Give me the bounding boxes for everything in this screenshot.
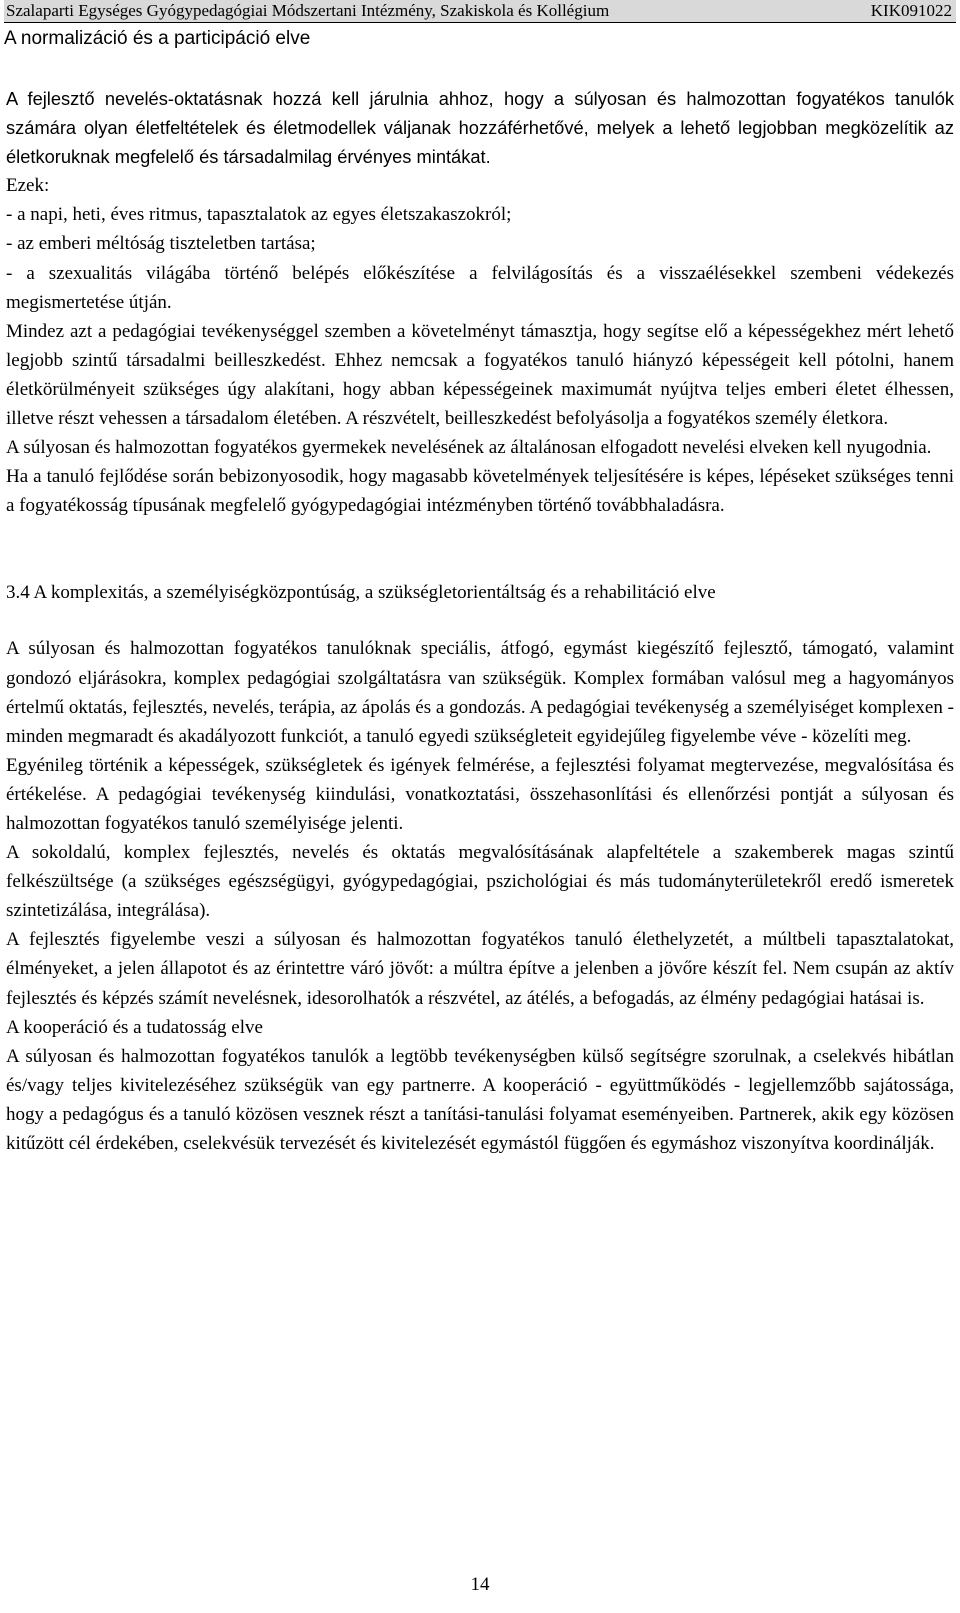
spacer bbox=[6, 520, 954, 578]
paragraph-life-situation: A fejlesztés figyelembe veszi a súlyosan és halmozottan fogyatékos tanuló élethelyzetét, a múltbeli tapasztalatokat, élményeket, a jelen állapotot és az érintettre váró jövőt: a múltra építve a jelenben a jövőre készít fel. Nem csupán az aktív fejlesztés és képzés számít nevelésnek, idesorolhatók a részvétel, az átélés, a befogadás, az élmény pedagógiai hatásai is. bbox=[6, 929, 954, 1009]
paragraph-complex-services: A súlyosan és halmozottan fogyatékos tanulóknak speciális, átfogó, egymást kiegészítő fejlesztő, támogató, valamint gondozó eljárásokra, komplex pedagógiai szolgáltatásra van szükségük. Komplex formában valósul meg a hagyományos értelmű oktatás, fejlesztés, nevelés, terápia, az ápolás és a gondozás. A pedagógiai tevékenység a személyiséget komplexen - minden megmaradt és akadályozott funkciót, a tanuló egyedi szükségleteit egyidejűleg figyelembe véve - közelíti meg. bbox=[6, 638, 954, 747]
paragraph-cooperation: A súlyosan és halmozottan fogyatékos tanulók a legtöbb tevékenységben külső segítségre szorulnak, a cselekvés hibátlan és/vagy teljes kivitelezéséhez szükségük van egy partnerre. A kooperáció - együttműködés - legjellemzőbb sajátossága, hogy a pedagógus és a tanuló közösen vesznek részt a tanítási-tanulási folyamat eseményeiben. Partnerek, akik egy közösen kitűzött cél érdekében, cselekvésük tervezését és kivitelezését egymástól függően és egymáshoz viszonyítva koordinálják. bbox=[6, 1045, 954, 1154]
paragraph-progression: Ha a tanuló fejlődése során bebizonyosodik, hogy magasabb követelmények teljesítésére is képes, lépéseket szükséges tenni a fogyatékosság típusának megfelelő gyógypedagógiai intézményben történő továbbhaladásra. bbox=[6, 466, 954, 517]
running-header bbox=[4, 0, 956, 23]
section-heading-normalization: A normalizáció és a participáció elve bbox=[4, 28, 311, 49]
paragraph-requirements: Mindez azt a pedagógiai tevékenységgel szemben a követelményt támasztja, hogy segítse elő a képességekhez mért lehető legjobb szintű társadalmi beilleszkedést. Ehhez nemcsak a fogyatékos tanuló hiányzó képességeit kell pótolni, hanem életkörülményeit szükséges úgy alakítani, hogy abban képességeinek maximumát nyújtva teljes emberi életet élhessen, illetve részt vehessen a társadalom életében. A részvételt, beilleszkedést befolyásolja a fogyatékos személy életkora. bbox=[6, 320, 954, 430]
paragraph-individual-assessment: Egyénileg történik a képességek, szükségletek és igények felmérése, a fejlesztési folyamat megtervezése, megvalósítása és értékelése. A pedagógiai tevékenység kiindulási, vonatkoztatási, összehasonlítási és ellenőrzési pontját a súlyosan és halmozottan fogyatékos tanuló személyisége jelenti. bbox=[6, 754, 954, 834]
page-body bbox=[6, 84, 954, 1158]
list-item-rhythm: - a napi, heti, éves ritmus, tapasztalatok az egyes életszakaszokról; bbox=[6, 204, 512, 226]
heading-cooperation-principle: A kooperáció és a tudatosság elve bbox=[6, 1016, 263, 1038]
header-document-code: KIK091022 bbox=[870, 1, 952, 20]
paragraph-specialist-preparedness: A sokoldalú, komplex fejlesztés, nevelés és oktatás megvalósításának alapfeltétele a szakemberek magas szintű felkészültsége (a szükséges egészségügyi, gyógypedagógiai, pszichológiai és más tudományterületekről eredő ismeretek szintetizálása, integrálása). bbox=[6, 842, 954, 922]
page-number: 14 bbox=[470, 1574, 490, 1595]
paragraph-list-intro: Ezek: bbox=[6, 175, 50, 197]
list-item-sexuality: - a szexualitás világába történő belépés előkészítése a felvilágosítás és a visszaélésekkel szembeni védekezés megismertetése útján. bbox=[6, 262, 954, 313]
list-item-dignity: - az emberi méltóság tiszteletben tartása; bbox=[6, 233, 316, 255]
header-institution-name: Szalaparti Egységes Gyógypedagógiai Módszertani Intézmény, Szakiskola és Kollégium bbox=[6, 1, 610, 20]
subsection-heading-3-4: 3.4 A komplexitás, a személyiségközpontúság, a szükségletorientáltság és a rehabilitáció elve bbox=[6, 582, 716, 604]
paragraph-intro: A fejlesztő nevelés-oktatásnak hozzá kell járulnia ahhoz, hogy a súlyosan és halmozottan fogyatékos tanulók számára olyan életfeltételek és életmodellek váljanak hozzáférhetővé, melyek a lehető legjobban megközelítik az életkoruknak megfelelő és társadalmilag érvényes mintákat. bbox=[6, 88, 954, 168]
paragraph-principles: A súlyosan és halmozottan fogyatékos gyermekek nevelésének az általánosan elfogadott nevelési elveken kell nyugodnia. bbox=[6, 437, 932, 459]
spacer bbox=[6, 607, 954, 634]
